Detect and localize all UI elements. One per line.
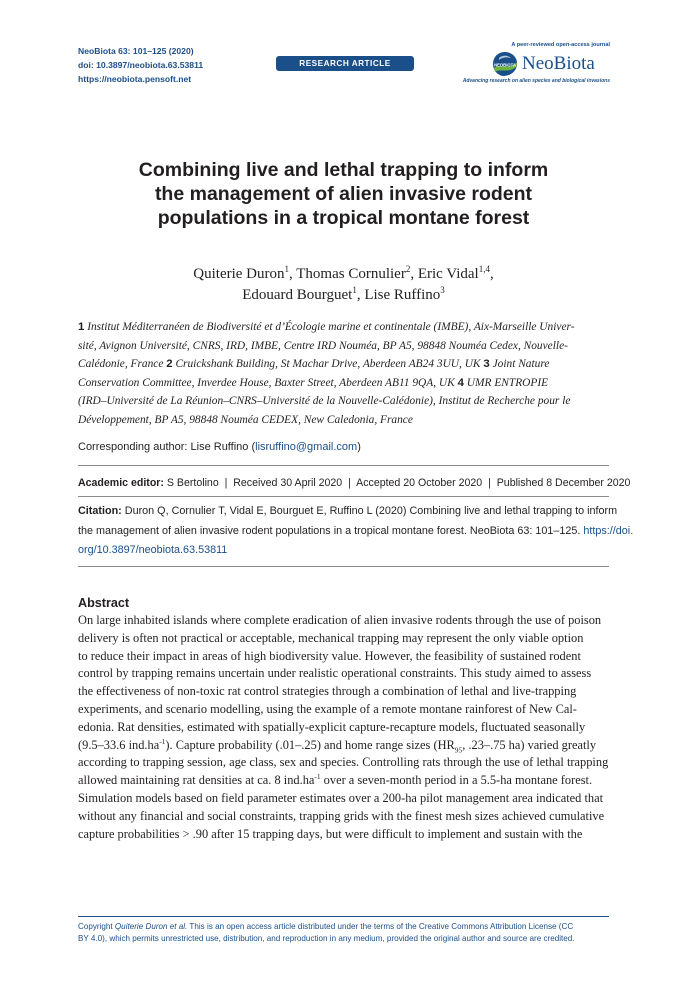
editorial-dates [78,477,631,489]
journal-logo [460,40,612,92]
journal-citation-line: NeoBiota 63: 101–125 (2020) [78,46,194,56]
copyright-footer [78,921,609,945]
abstract-line: according to trapping session, age class, sex and species. Controlling rats through the use of lethal trapping [78,755,609,770]
citation-line [78,541,609,561]
author-sep: , [289,266,297,282]
editor-value: S Bertolino [163,477,219,489]
corresponding-close: ) [357,441,361,453]
abstract-text: allowed maintaining rat densities at ca. 8 ind.ha [78,773,315,788]
citation-text: Duron Q, Cornulier T, Vidal E, Bourguet E, Ruffino L (2020) Combining live and lethal trapping to inform [121,505,618,517]
abstract-line: without any financial and social constraints, trapping grids with the finest mesh sizes achieved cumulative [78,808,605,823]
author-sep: , [356,287,365,303]
journal-url-link[interactable]: https://neobiota.pensoft.net [78,74,192,84]
abstract-line: delivery is often not practical or acceptable, mechanical trapping may represent the only viable option [78,630,584,645]
affiliation-text: Développement, BP A5, 98848 Nouméa CEDEX, New Caledonia, France [78,413,413,426]
subscript: 95 [454,745,463,755]
footer-text: This is an open access article distributed under the terms of the Creative Commons Attribution License (CC [187,922,574,931]
author-sep: , [410,266,418,282]
author-name: Thomas Cornulier [296,266,406,282]
affiliations [78,318,609,430]
abstract-line: edonia. Rat densities, estimated with spatially-explicit capture-recapture models, fluctuated seasonally [78,719,586,734]
affiliation-number: 3 [483,358,490,371]
affiliation-text: sité, Avignon Université, CNRS, IRD, IMBE, Centre IRD Nouméa, BP A5, 98848 Nouméa Cedex, Nouvelle- [78,339,568,352]
author-line-2 [60,285,627,306]
separator: | [482,477,497,489]
author-affil-sup: 3 [440,285,445,295]
author-affil-sup: 2 [405,264,411,274]
title-line: populations in a tropical montane forest [157,207,530,229]
superscript: -1 [314,772,321,782]
affiliation-text: Conservation Committee, Inverdee House, Baxter Street, Aberdeen AB11 9QA, UK [78,376,458,389]
logo-emblem-text: NEOBIOTA [494,62,516,68]
abstract-line: capture probabilities > .90 after 15 trapping days, but were difficult to implement and sustain with the [78,826,583,841]
citation-label: Citation: [78,505,122,517]
logo-wordmark: NeoBiota [522,53,595,74]
abstract-line: the effectiveness of non-toxic rat control strategies through a combination of lethal and live-trapping [78,684,577,699]
abstract-body [78,612,609,843]
abstract-line [78,772,609,790]
published-date: Published 8 December 2020 [496,477,631,489]
author-name: Lise Ruffino [364,287,441,303]
divider [78,566,609,567]
affiliation-line [78,318,609,337]
affiliation-line [78,411,609,430]
footer-line [78,921,609,933]
citation-doi-link[interactable]: https://doi. [583,524,634,537]
affiliation-line [78,337,609,356]
abstract-text: ). Capture probability (.01–.25) and home range sizes (HR [165,737,455,752]
author-affil-sup: 1 [352,285,357,295]
affiliation-text: (IRD–Université de La Réunion–CNRS–Université de la Nouvelle-Calédonie), Institut de Recherche pour le [78,395,571,408]
affiliation-text: Institut Méditerranéen de Biodiversité et d’Écologie marine et continentale (IMBE), Aix-Marseille Univer- [84,321,575,333]
affiliation-text: UMR ENTROPIE [463,376,549,389]
corresponding-author [78,441,361,453]
article-title [60,158,627,230]
abstract-line: control by trapping remains uncertain under realistic operational constraints. This study aimed to assess [78,666,592,681]
abstract-heading: Abstract [78,596,130,610]
citation-line [78,522,634,542]
doi-link[interactable]: doi: 10.3897/neobiota.63.53811 [78,60,204,70]
received-date: Received 30 April 2020 [233,477,343,489]
abstract-line: experiments, and scenario modelling, using the example of a remote montane rainforest of New Cal- [78,701,577,716]
footer-line: BY 4.0), which permits unrestricted use, distribution, and reproduction in any medium, provided the original author and source are credited. [78,934,575,944]
abstract-text: , .23–.75 ha) varied greatly [462,737,597,752]
affiliation-line [78,392,609,411]
author-name: Eric Vidal [417,266,479,282]
affiliation-text: Joint Nature [489,358,550,371]
editor-label: Academic editor: [78,477,164,489]
author-sep: , [489,266,494,282]
citation-text: the management of alien invasive rodent populations in a tropical montane forest. NeoBiota 63: 101–125. [78,524,584,537]
divider [78,465,609,466]
neobiota-emblem-icon [490,49,520,79]
title-line: the management of alien invasive rodent [154,183,533,205]
abstract-line: to reduce their impact in areas of high biodiversity value. However, the feasibility of sustained rodent [78,648,581,663]
author-name: Edouard Bourguet [242,287,353,303]
abstract-line: On large inhabited islands where complete eradication of alien invasive rodents through the use of poison [78,613,602,627]
author-affil-sup: 1 [284,264,290,274]
corresponding-email-link[interactable]: lisruffino@gmail.com [255,441,358,453]
affiliation-text: Calédonie, France [78,358,167,371]
footer-divider [78,916,609,917]
affiliation-number: 1 [78,321,85,333]
title-line: Combining live and lethal trapping to inform [138,159,549,181]
author-list [60,264,627,306]
abstract-line [78,737,609,755]
abstract-line: Simulation models based on field parameter estimates over a 200-ha pilot management area indicated that [78,790,604,805]
journal-header-info [78,44,203,86]
logo-kicker: A peer-reviewed open-access journal [511,42,610,48]
article-type-badge: RESEARCH ARTICLE [276,56,414,71]
affiliation-number: 2 [166,358,173,371]
superscript: -1 [159,736,166,746]
abstract-text: over a seven-month period in a 5.5-ha montane forest. [320,773,593,788]
affiliation-line [78,374,609,393]
separator: | [342,477,357,489]
affiliation-line [78,355,609,374]
author-affil-sup: 1,4 [478,264,490,274]
abstract-text: (9.5–33.6 ind.ha [78,737,160,752]
author-line-1 [60,264,627,285]
citation-doi-link[interactable]: org/10.3897/neobiota.63.53811 [78,544,228,557]
citation-block [78,502,634,561]
logo-tagline: Advancing research on alien species and biological invasions [462,78,610,84]
author-name: Quiterie Duron [193,266,285,282]
corresponding-label: Corresponding author: Lise Ruffino ( [78,441,256,453]
affiliation-number: 4 [457,376,464,389]
divider [78,496,609,497]
citation-line [78,502,618,522]
separator: | [218,477,234,489]
accepted-date: Accepted 20 October 2020 [356,477,483,489]
affiliation-text: Cruickshank Building, St Machar Drive, Aberdeen AB24 3UU, UK [172,358,484,371]
footer-authors: Quiterie Duron et al. [114,922,188,931]
footer-text: Copyright [78,922,115,931]
